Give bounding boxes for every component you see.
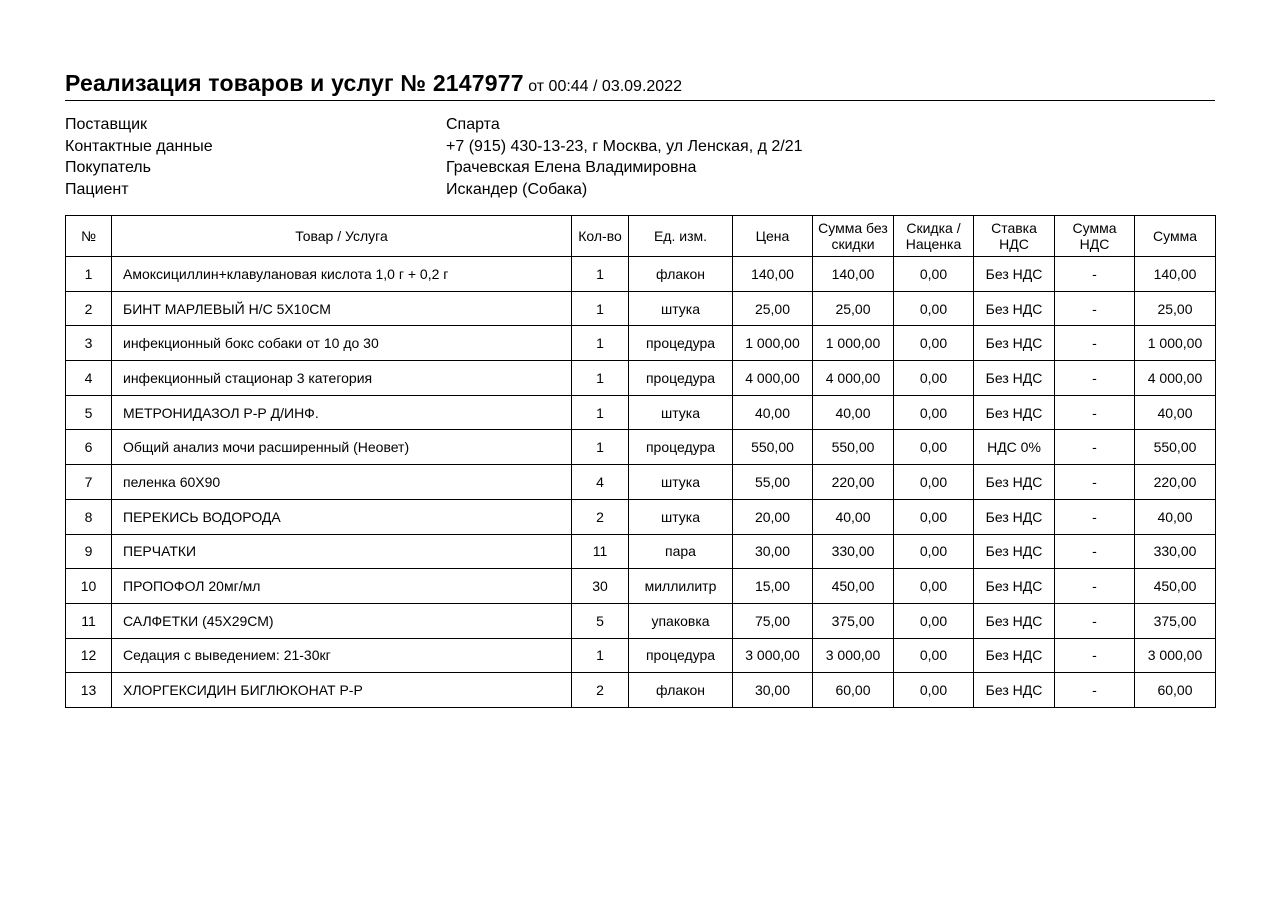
cell-unit: флакон [629, 673, 733, 708]
cell-vat-sum: - [1055, 257, 1135, 292]
cell-price: 25,00 [733, 291, 813, 326]
table-row [66, 499, 1216, 534]
table-row [66, 326, 1216, 361]
info-label: Контактные данные [65, 137, 213, 155]
cell-vat-rate: Без НДС [974, 569, 1055, 604]
column-header-item: Товар / Услуга [112, 216, 572, 257]
cell-unit: пара [629, 534, 733, 569]
cell-total: 375,00 [1135, 603, 1216, 638]
cell-total: 330,00 [1135, 534, 1216, 569]
table-row [66, 673, 1216, 708]
cell-quantity: 1 [572, 638, 629, 673]
cell-discount: 0,00 [894, 291, 974, 326]
cell-vat-rate: Без НДС [974, 638, 1055, 673]
table-row [66, 291, 1216, 326]
cell-vat-rate: Без НДС [974, 326, 1055, 361]
cell-quantity: 2 [572, 499, 629, 534]
cell-vat-rate: Без НДС [974, 361, 1055, 396]
cell-item: Седация с выведением: 21-30кг [112, 638, 572, 673]
cell-item: Амоксициллин+клавулановая кислота 1,0 г + 0,2 г [112, 257, 572, 292]
cell-unit: штука [629, 499, 733, 534]
cell-price: 55,00 [733, 465, 813, 500]
cell-price: 550,00 [733, 430, 813, 465]
cell-sum-before-discount: 60,00 [813, 673, 894, 708]
cell-price: 15,00 [733, 569, 813, 604]
cell-number: 2 [66, 291, 112, 326]
cell-discount: 0,00 [894, 499, 974, 534]
table-body [66, 257, 1216, 708]
cell-vat-rate: Без НДС [974, 499, 1055, 534]
cell-number: 7 [66, 465, 112, 500]
cell-item: БИНТ МАРЛЕВЫЙ Н/С 5Х10СМ [112, 291, 572, 326]
cell-item: ПРОПОФОЛ 20мг/мл [112, 569, 572, 604]
cell-price: 3 000,00 [733, 638, 813, 673]
cell-item: САЛФЕТКИ (45Х29СМ) [112, 603, 572, 638]
cell-unit: процедура [629, 638, 733, 673]
cell-number: 9 [66, 534, 112, 569]
cell-sum-before-discount: 40,00 [813, 499, 894, 534]
cell-sum-before-discount: 450,00 [813, 569, 894, 604]
cell-sum-before-discount: 40,00 [813, 395, 894, 430]
document-title: Реализация товаров и услуг № 2147977 [65, 70, 524, 96]
cell-vat-rate: НДС 0% [974, 430, 1055, 465]
info-label: Пациент [65, 180, 129, 198]
cell-unit: упаковка [629, 603, 733, 638]
cell-vat-sum: - [1055, 361, 1135, 396]
cell-unit: штука [629, 291, 733, 326]
table-header-row [66, 216, 1216, 257]
document-header [65, 70, 1215, 101]
info-row-patient [65, 179, 1215, 201]
cell-price: 40,00 [733, 395, 813, 430]
cell-quantity: 4 [572, 465, 629, 500]
info-value: Грачевская Елена Владимировна [446, 159, 697, 176]
column-header-sum-before-discount: Сумма без скидки [813, 216, 894, 257]
cell-unit: процедура [629, 361, 733, 396]
column-header-quantity: Кол-во [572, 216, 629, 257]
cell-vat-rate: Без НДС [974, 534, 1055, 569]
cell-vat-sum: - [1055, 673, 1135, 708]
cell-number: 4 [66, 361, 112, 396]
column-header-number: № [66, 216, 112, 257]
items-table [65, 215, 1216, 708]
cell-discount: 0,00 [894, 257, 974, 292]
cell-vat-sum: - [1055, 291, 1135, 326]
cell-number: 11 [66, 603, 112, 638]
cell-item: Общий анализ мочи расширенный (Неовет) [112, 430, 572, 465]
cell-price: 75,00 [733, 603, 813, 638]
cell-total: 3 000,00 [1135, 638, 1216, 673]
cell-quantity: 1 [572, 430, 629, 465]
table-row [66, 361, 1216, 396]
cell-quantity: 5 [572, 603, 629, 638]
table-row [66, 603, 1216, 638]
cell-total: 450,00 [1135, 569, 1216, 604]
cell-sum-before-discount: 330,00 [813, 534, 894, 569]
cell-sum-before-discount: 3 000,00 [813, 638, 894, 673]
document-date: от 00:44 / 03.09.2022 [528, 78, 682, 95]
cell-unit: процедура [629, 326, 733, 361]
cell-unit: штука [629, 465, 733, 500]
cell-price: 20,00 [733, 499, 813, 534]
info-label: Покупатель [65, 159, 151, 176]
info-value: Спарта [446, 116, 500, 133]
table-row [66, 569, 1216, 604]
cell-discount: 0,00 [894, 361, 974, 396]
cell-discount: 0,00 [894, 326, 974, 361]
cell-vat-sum: - [1055, 534, 1135, 569]
table-row [66, 257, 1216, 292]
cell-number: 10 [66, 569, 112, 604]
cell-number: 5 [66, 395, 112, 430]
column-header-vat-rate: Ставка НДС [974, 216, 1055, 257]
cell-vat-rate: Без НДС [974, 603, 1055, 638]
cell-price: 140,00 [733, 257, 813, 292]
cell-vat-rate: Без НДС [974, 673, 1055, 708]
cell-total: 4 000,00 [1135, 361, 1216, 396]
cell-number: 12 [66, 638, 112, 673]
info-row-buyer [65, 157, 1215, 179]
cell-sum-before-discount: 375,00 [813, 603, 894, 638]
cell-sum-before-discount: 140,00 [813, 257, 894, 292]
cell-item: инфекционный стационар 3 категория [112, 361, 572, 396]
cell-sum-before-discount: 25,00 [813, 291, 894, 326]
cell-total: 40,00 [1135, 395, 1216, 430]
info-label: Поставщик [65, 116, 148, 133]
table-row [66, 430, 1216, 465]
cell-quantity: 11 [572, 534, 629, 569]
cell-discount: 0,00 [894, 638, 974, 673]
cell-price: 30,00 [733, 534, 813, 569]
cell-quantity: 1 [572, 257, 629, 292]
cell-number: 8 [66, 499, 112, 534]
cell-discount: 0,00 [894, 395, 974, 430]
cell-sum-before-discount: 1 000,00 [813, 326, 894, 361]
table-row [66, 638, 1216, 673]
cell-unit: флакон [629, 257, 733, 292]
cell-vat-sum: - [1055, 569, 1135, 604]
cell-number: 1 [66, 257, 112, 292]
cell-vat-sum: - [1055, 638, 1135, 673]
cell-unit: миллилитр [629, 569, 733, 604]
cell-quantity: 1 [572, 326, 629, 361]
cell-vat-rate: Без НДС [974, 395, 1055, 430]
cell-price: 1 000,00 [733, 326, 813, 361]
cell-quantity: 30 [572, 569, 629, 604]
table-row [66, 534, 1216, 569]
cell-sum-before-discount: 550,00 [813, 430, 894, 465]
cell-vat-rate: Без НДС [974, 257, 1055, 292]
cell-vat-sum: - [1055, 499, 1135, 534]
cell-total: 25,00 [1135, 291, 1216, 326]
cell-total: 40,00 [1135, 499, 1216, 534]
cell-total: 60,00 [1135, 673, 1216, 708]
column-header-vat-sum: Сумма НДС [1055, 216, 1135, 257]
cell-total: 1 000,00 [1135, 326, 1216, 361]
cell-vat-sum: - [1055, 395, 1135, 430]
cell-vat-sum: - [1055, 326, 1135, 361]
cell-item: ПЕРЧАТКИ [112, 534, 572, 569]
cell-discount: 0,00 [894, 430, 974, 465]
info-value: Искандер (Собака) [446, 180, 588, 198]
document-info [65, 114, 1215, 200]
cell-unit: штука [629, 395, 733, 430]
cell-price: 4 000,00 [733, 361, 813, 396]
cell-price: 30,00 [733, 673, 813, 708]
cell-number: 13 [66, 673, 112, 708]
cell-vat-sum: - [1055, 465, 1135, 500]
info-row-contacts [65, 136, 1215, 158]
cell-item: ПЕРЕКИСЬ ВОДОРОДА [112, 499, 572, 534]
cell-discount: 0,00 [894, 569, 974, 604]
info-row-supplier [65, 114, 1215, 136]
cell-quantity: 2 [572, 673, 629, 708]
cell-sum-before-discount: 220,00 [813, 465, 894, 500]
cell-quantity: 1 [572, 361, 629, 396]
cell-total: 220,00 [1135, 465, 1216, 500]
cell-number: 3 [66, 326, 112, 361]
cell-vat-rate: Без НДС [974, 465, 1055, 500]
cell-unit: процедура [629, 430, 733, 465]
info-value: +7 (915) 430-13-23, г Москва, ул Ленская, д 2/21 [446, 137, 803, 155]
cell-discount: 0,00 [894, 673, 974, 708]
column-header-price: Цена [733, 216, 813, 257]
column-header-unit: Ед. изм. [629, 216, 733, 257]
cell-item: ХЛОРГЕКСИДИН БИГЛЮКОНАТ Р-Р [112, 673, 572, 708]
cell-vat-sum: - [1055, 430, 1135, 465]
column-header-total: Сумма [1135, 216, 1216, 257]
cell-vat-rate: Без НДС [974, 291, 1055, 326]
cell-discount: 0,00 [894, 465, 974, 500]
column-header-discount: Скидка / Наценка [894, 216, 974, 257]
cell-total: 550,00 [1135, 430, 1216, 465]
cell-quantity: 1 [572, 395, 629, 430]
cell-item: инфекционный бокс собаки от 10 до 30 [112, 326, 572, 361]
cell-vat-sum: - [1055, 603, 1135, 638]
table-row [66, 465, 1216, 500]
cell-item: МЕТРОНИДАЗОЛ Р-Р Д/ИНФ. [112, 395, 572, 430]
cell-discount: 0,00 [894, 534, 974, 569]
cell-sum-before-discount: 4 000,00 [813, 361, 894, 396]
cell-item: пеленка 60Х90 [112, 465, 572, 500]
cell-total: 140,00 [1135, 257, 1216, 292]
cell-number: 6 [66, 430, 112, 465]
cell-quantity: 1 [572, 291, 629, 326]
table-row [66, 395, 1216, 430]
cell-discount: 0,00 [894, 603, 974, 638]
